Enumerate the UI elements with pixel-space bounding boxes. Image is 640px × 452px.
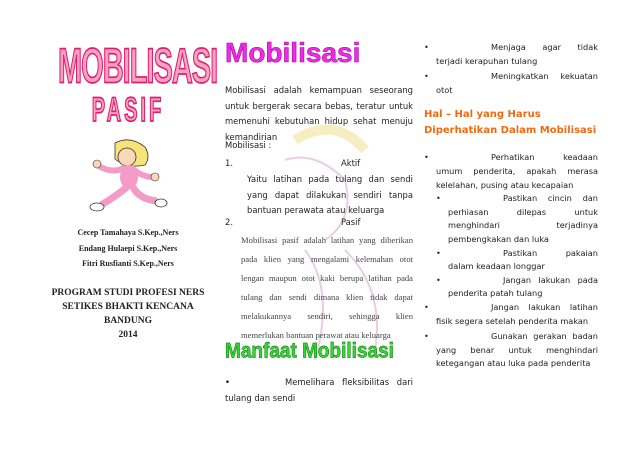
attention-lead: Pastikan [503,193,538,204]
cover-title-line2: PASIF [91,92,165,130]
benefit-rest: fleksibilitas dari tulang dan sendi [225,377,413,403]
author-2: Endang Hulaepi S.Kep.,Ners [78,244,178,253]
attention-item [424,330,598,371]
type-number: 2. [225,217,233,227]
type-name: Aktif [341,158,361,168]
author-3: Fitri Rusfianti S.Kep.,Ners [82,259,174,268]
type-number: 1. [225,158,233,168]
attention-item [424,301,598,328]
attention-lead: Gunakan [491,331,528,342]
attention-subitem [436,192,598,246]
type-pasif-row [225,215,413,231]
definition-text: Mobilisasi adalah kemampuan seseorang untuk bergerak secara bebas, teratur untuk memenuhi kebutuhan hidup sehat menuju kemandirian [225,85,413,142]
attention-rest: lakukan pada penderita patah tulang [448,274,599,299]
benefit-rest: kekuatan otot [436,71,598,95]
right-column [424,41,598,371]
benefit-item [424,41,598,68]
attention-heading-line: Diperhatikan Dalam Mobilisasi [424,125,597,137]
author-1: Cecep Tamahaya S.Kep.,Ners [77,228,179,237]
benefit-rest: agar tidak terjadi kerapuhan tulang [436,42,598,66]
manfaat-heading: Manfaat Mobilisasi [225,339,394,363]
attention-subitem [436,274,598,301]
type-name: Pasif [341,217,361,227]
walking-girl-illustration [85,135,170,217]
institution-year: 2014 [118,330,138,340]
type-aktif-row [225,156,413,172]
cover-title-line1: MOBILISASI [58,40,218,95]
attention-lead: Jangan [503,274,532,285]
attention-lead: Jangan [491,301,520,312]
attention-heading-line: Hal – Hal yang Harus [424,109,541,121]
mobilisasi-heading: Mobilisasi [225,37,361,68]
attention-rest: lakukan latihan fisik segera setelah penderita makan [436,301,598,326]
institution-line: SETIKES BHAKTI KENCANA [62,302,194,312]
type-pasif-desc: Mobilisasi pasif adalah latihan yang diberikan pada klien yang mengalami kelemahan otot lengan maupun otot kaki berupa latihan pada tulang dan sendi dimana klien tidak dapat melakukannya sendiri, sehingga klien memerlukan bantuan perawat atau keluarga [241,235,413,340]
attention-lead: Perhatikan [491,152,535,163]
benefit-lead: Memelihara [285,377,335,387]
institution-line: PROGRAM STUDI PROFESI NERS [51,288,205,298]
type-aktif-desc: Yaitu latihan pada tulang dan sendi yang dapat dilakukan sendiri tanpa bantuan perawata atau keluarga [247,174,413,215]
attention-rest: keadaan umum penderita, apakah merasa kelelahan, pusing atau kecapaian [436,152,598,190]
attention-subitem [436,247,598,274]
attention-lead: Pastikan [503,247,538,258]
attention-rest: cincin dan perhiasan dilepas untuk menghindari terjadinya pembengkakan dan luka [448,193,598,244]
attention-rest: gerakan badan yang benar untuk menghindari ketegangan atau luka pada penderita [436,331,598,369]
attention-rest: pakaian dalam keadaan longgar [448,247,598,272]
attention-heading [424,107,598,139]
attention-item [424,151,598,192]
institution-line: BANDUNG [103,316,153,326]
benefit-lead: Menjaga [491,42,526,52]
benefit-lead: Meningkatkan [491,71,549,82]
types-label: Mobilisasi : [225,140,272,150]
benefit-item: • • Memelihara fleksibilitas dari tulang dan sendi [225,375,413,406]
benefit-item [424,70,598,97]
institution-block [20,286,236,342]
